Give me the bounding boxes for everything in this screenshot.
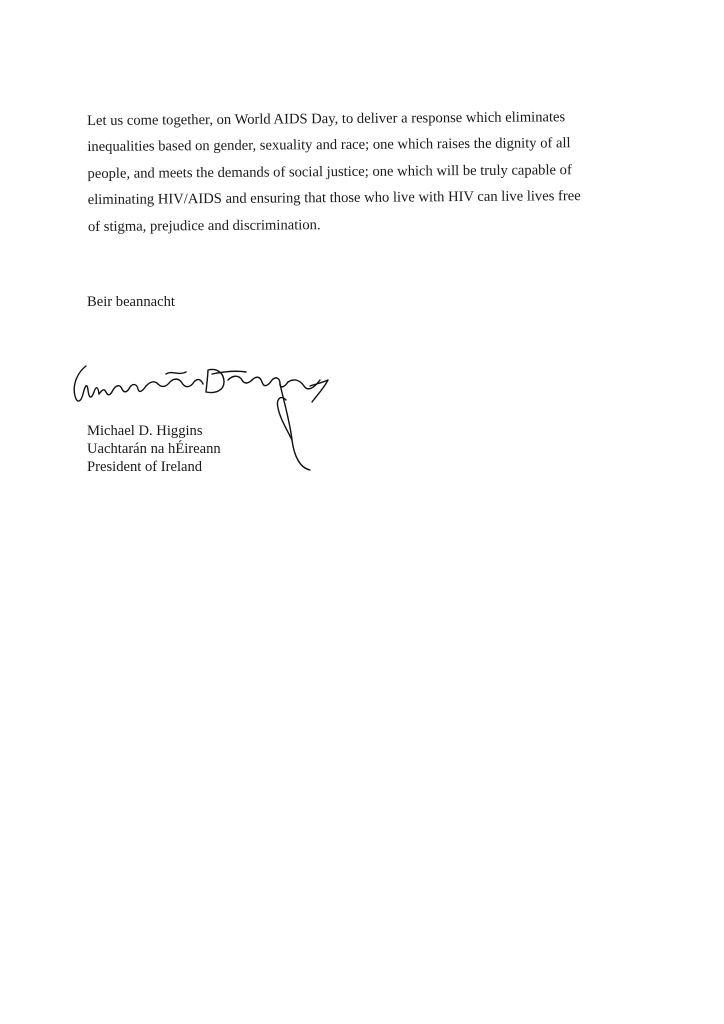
body-line: of stigma, prejudice and discrimination. — [87, 216, 321, 235]
body-line: people, and meets the demands of social justice; one which will be truly capable of — [87, 162, 572, 182]
body-line: Let us come together, on World AIDS Day, to deliver a response which eliminates — [87, 109, 566, 129]
signatory-title-english: President of Ireland — [87, 459, 203, 475]
signatory-title-irish: Uachtarán na hÉireann — [87, 441, 221, 457]
signature-block — [87, 422, 221, 476]
signatory-name: Michael D. Higgins — [87, 423, 203, 439]
letter-body — [87, 104, 636, 240]
closing-salutation: Beir beannacht — [87, 294, 175, 310]
body-line: eliminating HIV/AIDS and ensuring that those who live with HIV can live lives free — [87, 188, 581, 209]
body-line: inequalities based on gender, sexuality and race; one which raises the dignity of all — [87, 135, 571, 156]
